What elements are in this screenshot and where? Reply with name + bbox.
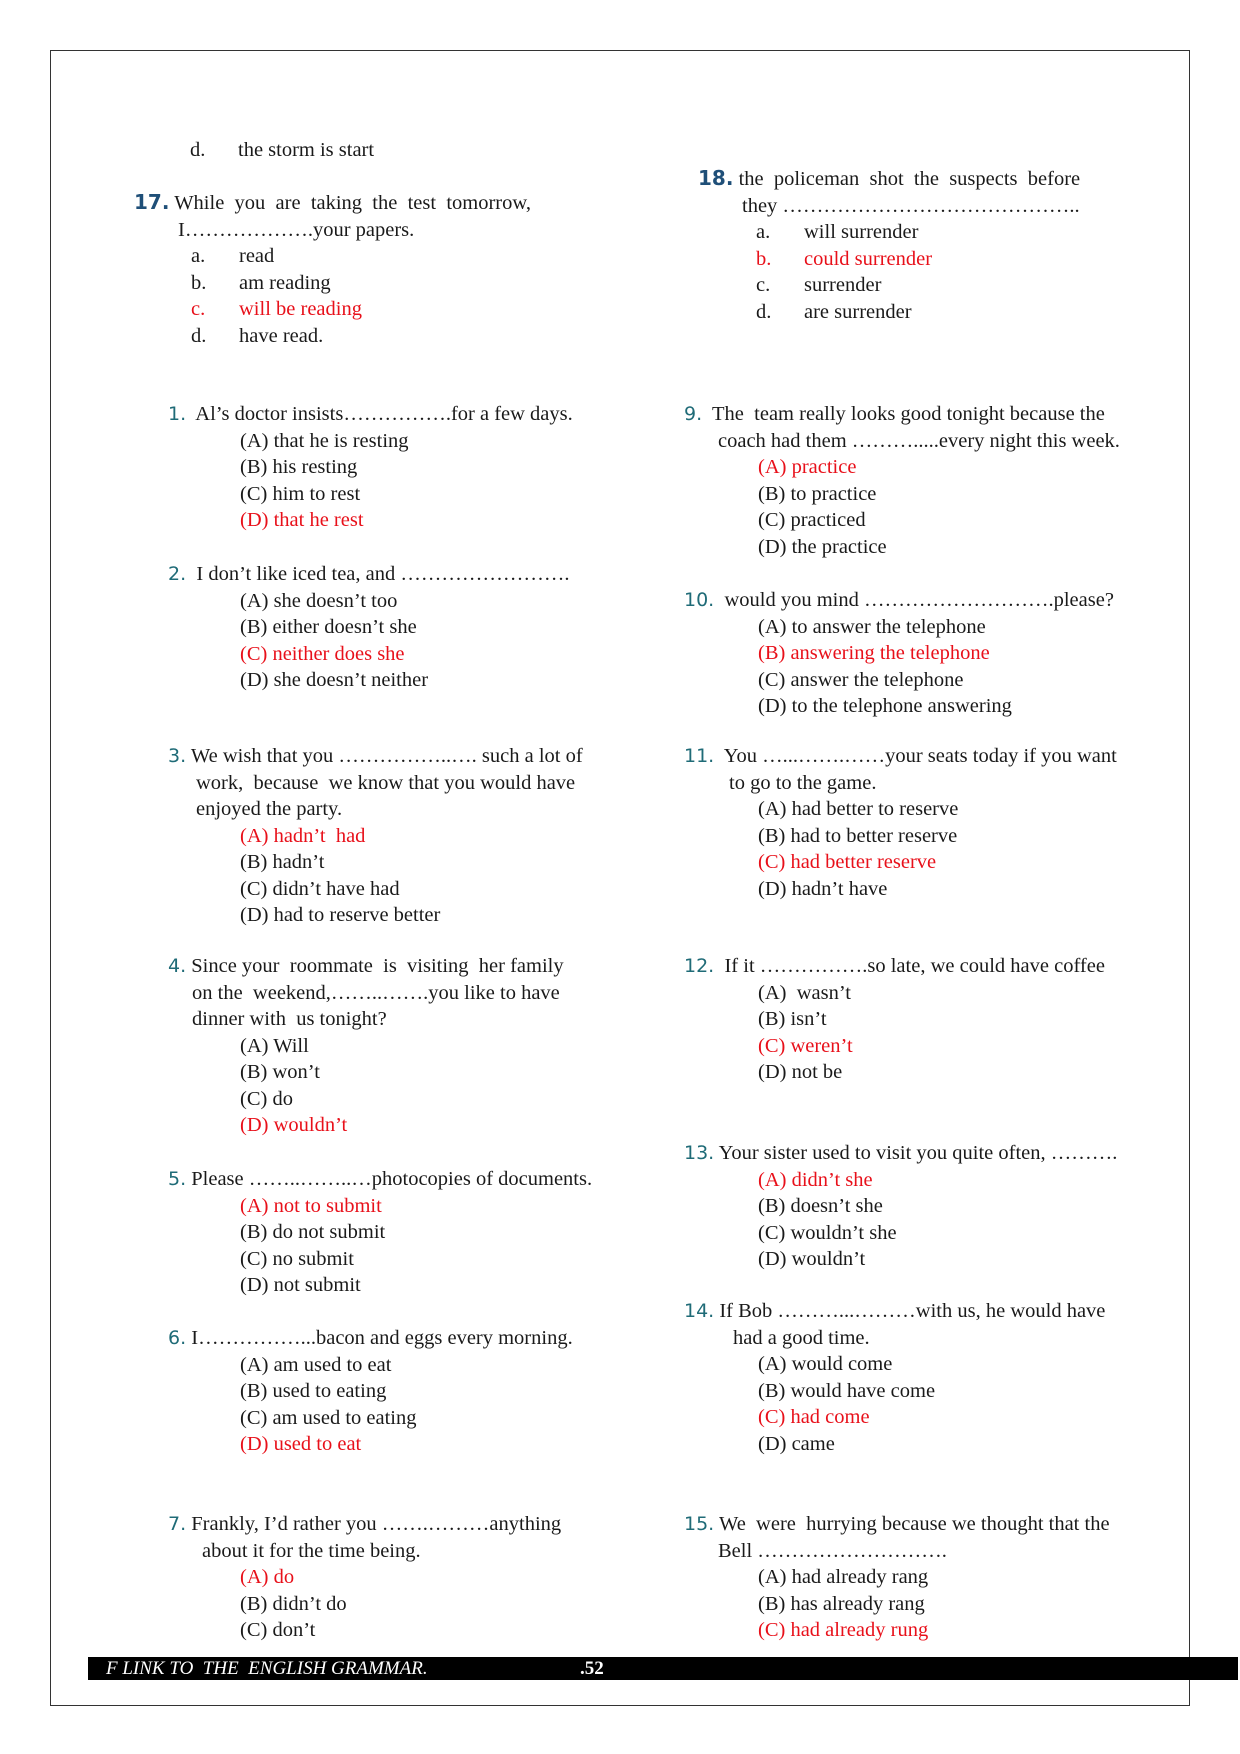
answer-option: a. will surrender [756, 221, 919, 243]
answer-option: b. am reading [191, 271, 331, 294]
answer-option: (D) she doesn’t neither [240, 669, 429, 691]
answer-option: (B) his resting [240, 456, 358, 478]
answer-option: (D) to the telephone answering [758, 695, 1012, 717]
answer-option: (C) answer the telephone [758, 668, 964, 691]
answer-option: (B) hadn’t [240, 851, 325, 873]
page-number: .52 [580, 1658, 604, 1679]
question-number: 17. [134, 190, 170, 214]
answer-option: (A) wasn’t [758, 981, 851, 1004]
answer-option: (B) has already rang [758, 1592, 925, 1615]
answer-option: (C) no submit [240, 1247, 354, 1270]
answer-option: (B) either doesn’t she [240, 616, 417, 638]
answer-option: (D) came [758, 1432, 835, 1455]
question-5: 5. Please ……..……..…photocopies of documents. (A) not to submit (B) do not submit (C) no submit (D) not submit [168, 1166, 592, 1299]
correct-answer: (C) had already rung [758, 1619, 929, 1641]
answer-option: (B) used to eating [240, 1380, 387, 1402]
footer-title: F LINK TO THE ENGLISH GRAMMAR. [106, 1658, 428, 1679]
answer-option: d. have read. [191, 324, 324, 347]
answer-option: (A) that he is resting [240, 429, 409, 452]
question-12: 12. If it …………….so late, we could have coffee (A) wasn’t (B) isn’t (C) weren’t (D) not be [684, 953, 1105, 1086]
footer-bar [88, 1657, 1238, 1680]
answer-option: (D) had to reserve better [240, 904, 441, 926]
question-2: 2. I don’t like iced tea, and ……………………. (A) she doesn’t too (B) either doesn’t she (C) neither does she (D) she doesn’t neither [168, 561, 570, 694]
answer-option: (B) didn’t do [240, 1592, 347, 1615]
answer-option: (A) had already rang [758, 1566, 929, 1588]
answer-option: d. are surrender [756, 300, 912, 323]
answer-option: (A) would come [758, 1353, 893, 1375]
question-number: 18. [698, 166, 734, 190]
question-10: 10. would you mind ……………………….please? (A) to answer the telephone (B) answering the telephone (C) answer the telephone (D) to the telephone answering [684, 587, 1114, 720]
answer-option: (B) won’t [240, 1061, 320, 1083]
question-9: 9. The team really looks good tonight because the coach had them ……….....every night this week. (A) practice (B) to practice (C) practiced (D) the practice [684, 401, 1120, 560]
question-13: 13. Your sister used to visit you quite often, ………. (A) didn’t she (B) doesn’t she (C) wouldn’t she (D) wouldn’t [684, 1140, 1117, 1273]
answer-option: (D) wouldn’t [758, 1248, 866, 1270]
correct-answer: (D) used to eat [240, 1433, 362, 1455]
question-1: 1. Al’s doctor insists…………….for a few days. (A) that he is resting (B) his resting (C) him to rest (D) that he rest [168, 401, 573, 534]
question-17: 17. While you are taking the test tomorrow, I……………….your papers. a. read b. am reading c. will be reading d. have read. [134, 189, 531, 349]
correct-answer: (A) do [240, 1566, 295, 1588]
correct-answer: (C) weren’t [758, 1034, 853, 1057]
correct-answer: c. will be reading [191, 298, 362, 320]
answer-option: (B) would have come [758, 1379, 936, 1402]
correct-answer: (D) that he rest [240, 509, 364, 531]
answer-option: (C) practiced [758, 509, 866, 531]
answer-option: (C) wouldn’t she [758, 1221, 897, 1244]
correct-answer: (C) neither does she [240, 642, 405, 665]
answer-option: (D) the practice [758, 535, 887, 558]
question-14: 14. If Bob ………...………with us, he would have had a good time. (A) would come (B) would have come (C) had come (D) came [684, 1298, 1105, 1457]
answer-option: a. read [191, 245, 275, 267]
answer-option: (B) had to better reserve [758, 824, 958, 847]
answer-option: (A) Will [240, 1034, 309, 1057]
answer-option: (A) to answer the telephone [758, 615, 986, 638]
answer-option: (D) not be [758, 1061, 843, 1083]
correct-answer: (B) answering the telephone [758, 642, 990, 664]
question-3: 3. We wish that you ……………..…. such a lot of work, because we know that you would have enjoyed the party. (A) hadn’t had (B) hadn’t (C) didn’t have had (D) had to reserve better [168, 743, 583, 929]
answer-option: c. surrender [756, 274, 882, 296]
answer-option: (D) not submit [240, 1274, 361, 1296]
correct-answer: (C) had come [758, 1406, 870, 1428]
answer-option: (C) don’t [240, 1619, 316, 1641]
question-4: 4. Since your roommate is visiting her family on the weekend,……..…….you like to have dinner with us tonight? (A) Will (B) won’t (C) do (D) wouldn’t [168, 953, 564, 1139]
correct-answer: (C) had better reserve [758, 851, 937, 873]
answer-option: (B) isn’t [758, 1008, 827, 1030]
question-11: 11. You …...…….……your seats today if you want to go to the game. (A) had better to reserve (B) had to better reserve (C) had better reserve (D) hadn’t have [684, 743, 1117, 902]
answer-option: (C) do [240, 1087, 293, 1110]
answer-option: (D) hadn’t have [758, 877, 888, 900]
question-15: 15. We were hurrying because we thought that the Bell ………………………. (A) had already rang (B) has already rang (C) had already rung [684, 1511, 1110, 1644]
answer-option: (A) had better to reserve [758, 798, 959, 820]
question-16-option-d: d. the storm is start [190, 139, 375, 161]
correct-answer: (A) not to submit [240, 1194, 382, 1217]
question-7: 7. Frankly, I’d rather you …….………anything about it for the time being. (A) do (B) didn’t do (C) don’t [168, 1511, 561, 1644]
correct-answer: (D) wouldn’t [240, 1114, 348, 1136]
answer-option: (A) she doesn’t too [240, 589, 398, 612]
answer-option: (B) doesn’t she [758, 1195, 883, 1217]
answer-option: (A) am used to eat [240, 1353, 392, 1376]
answer-option: (C) am used to eating [240, 1406, 417, 1429]
answer-option: (B) to practice [758, 482, 877, 505]
question-18: 18. the policeman shot the suspects before they …………………………………….. a. will surrender b. could surrender c. surrender d. are surrender [698, 165, 1080, 325]
question-6: 6. I……………...bacon and eggs every morning. (A) am used to eat (B) used to eating (C) am used to eating (D) used to eat [168, 1325, 573, 1458]
answer-option: (C) didn’t have had [240, 877, 400, 900]
correct-answer: b. could surrender [756, 247, 933, 270]
answer-option: (B) do not submit [240, 1221, 386, 1243]
correct-answer: (A) hadn’t had [240, 824, 366, 847]
correct-answer: (A) practice [758, 456, 857, 478]
answer-option: (C) him to rest [240, 482, 361, 505]
correct-answer: (A) didn’t she [758, 1168, 873, 1191]
